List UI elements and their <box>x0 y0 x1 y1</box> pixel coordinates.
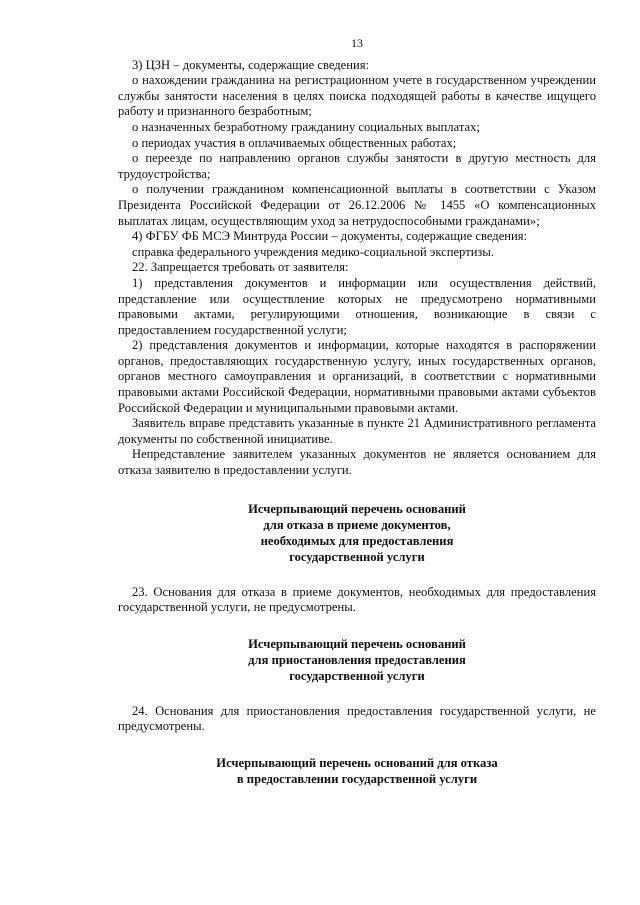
paragraph-22: 22. Запрещается требовать от заявителя: <box>132 260 349 275</box>
heading-line: для отказа в приеме документов, <box>263 517 451 532</box>
paragraph-czn-intro: 3) ЦЗН – документы, содержащие сведения: <box>132 57 370 72</box>
heading-line: в предоставлении государственной услуги <box>236 772 478 786</box>
heading-line: государственной услуги <box>289 549 425 564</box>
paragraph-czn-relocation: о переезде по направлению органов службы занятости в другую местность для трудоустройства; <box>118 151 596 181</box>
paragraph-22-item-1: 1) представления документов и информации или осуществления действий, представление или осуществление которых не предусмотрено нормативными правовыми актами, регулирующими отношения, возникающие в связи с предоставлением государственной услуги; <box>118 275 596 337</box>
heading-line: для приостановления предоставления <box>248 652 466 667</box>
paragraph-24: 24. Основания для приостановления предоставления государственной услуги, не предусмотрены. <box>118 703 596 734</box>
paragraph-applicant-right: Заявитель вправе представить указанные в пункте 21 Административного регламента документы по собственной инициативе. <box>118 416 596 446</box>
heading-line: Исчерпывающий перечень оснований для отказа <box>216 756 498 770</box>
heading-line: Исчерпывающий перечень оснований <box>248 501 466 516</box>
paragraph-23: 23. Основания для отказа в приеме документов, необходимых для предоставления государственной услуги, не предусмотрены. <box>118 584 596 615</box>
section-heading-suspension <box>118 636 596 684</box>
heading-line: необходимых для предоставления <box>260 533 454 548</box>
heading-line: государственной услуги <box>289 668 425 683</box>
page-number: 13 <box>351 36 363 50</box>
paragraph-mse-intro: 4) ФГБУ ФБ МСЭ Минтруда России – документы, содержащие сведения: <box>132 229 528 244</box>
paragraph-czn-compensation: о получении гражданином компенсационной выплаты в соответствии с Указом Президента Российской Федерации от 26.12.2006 № 1455 «О компенсационных выплатах лицам, осуществляющим уход за нетрудоспособными гражданами»; <box>118 182 596 228</box>
section-heading-refusal-acceptance <box>118 501 596 565</box>
paragraph-czn-payments: о назначенных безработному гражданину социальных выплатах; <box>132 119 480 134</box>
paragraph-czn-public-works: о периодах участия в оплачиваемых общественных работах; <box>132 135 457 150</box>
paragraph-mse-certificate: справка федерального учреждения медико-социальной экспертизы. <box>132 244 495 259</box>
paragraph-czn-registration: о нахождении гражданина на регистрационном учете в государственном учреждении службы занятости населения в целях поиска подходящей работы в качестве ищущего работу и признанного безработным; <box>118 73 596 119</box>
document-page <box>118 36 596 787</box>
heading-line: Исчерпывающий перечень оснований <box>248 636 466 651</box>
section-heading-refusal-service <box>118 755 596 787</box>
paragraph-non-submission: Непредставление заявителем указанных документов не является основанием для отказа заявителю в предоставлении услуги. <box>118 447 596 478</box>
paragraph-22-item-2: 2) представления документов и информации, которые находятся в распоряжении органов, предоставляющих государственную услугу, иных государственных органов, органов местного самоуправления и организаций, в соответствии с нормативными правовыми актами Российской Федерации, нормативными правовыми актами субъектов Российской Федерации и муниципальными правовыми актами. <box>118 338 596 415</box>
